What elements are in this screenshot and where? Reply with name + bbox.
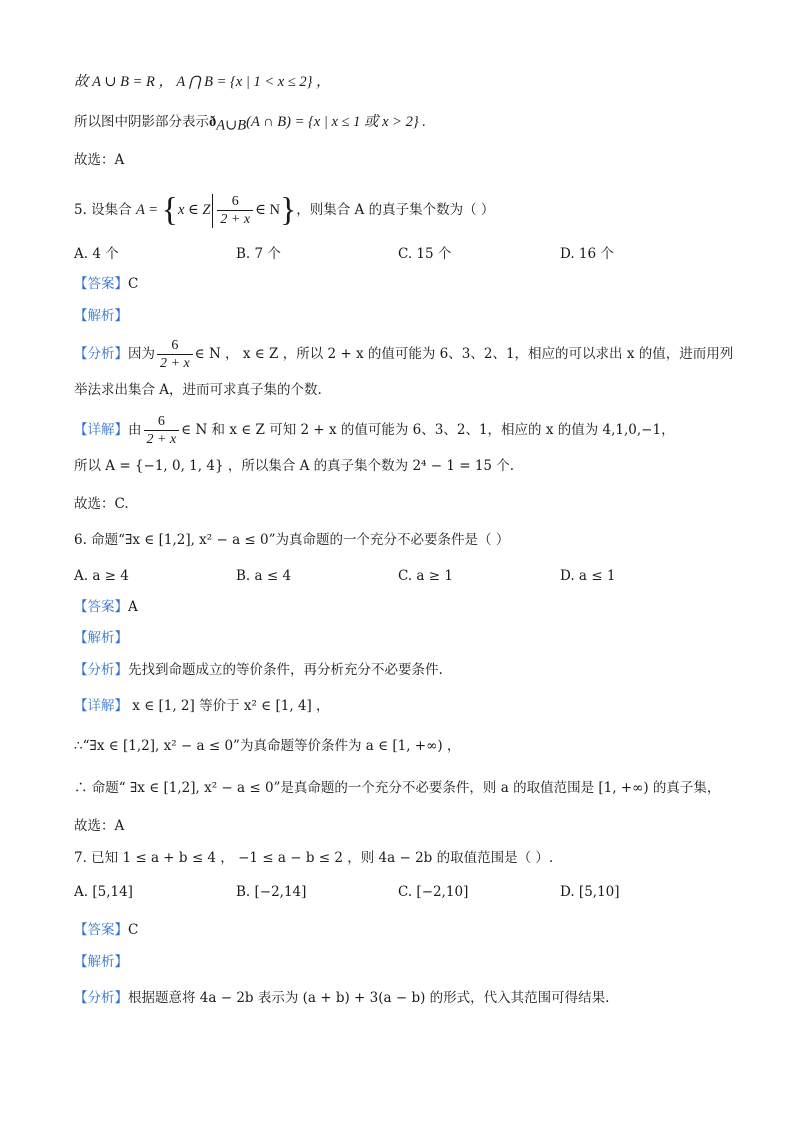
q6-xiangjie-c: ∴ 命题“ ∃x ∈ [1,2], x² − a ≤ 0”是真命题的一个充分不必要条件，则 a 的取值范围是 [1, +∞) 的真子集， <box>74 780 721 796</box>
q6-option-b: B. a ≤ 4 <box>236 568 292 584</box>
q6-xiangjie-b: ∴“∃x ∈ [1,2], x² − a ≤ 0”为真命题等价条件为 a ∈ [1, +∞) ， <box>74 738 461 754</box>
q5-final: 故选：C. <box>74 496 129 512</box>
q7-option-d: D. [5,10] <box>560 884 620 900</box>
q6-final: 故选：A <box>74 818 125 834</box>
q6-xiangjie: 【详解】 x ∈ [1, 2] 等价于 x² ∈ [1, 4] ， <box>74 698 330 714</box>
q7-answer: 【答案】C <box>74 922 139 938</box>
q6-option-a: A. a ≥ 4 <box>74 568 129 584</box>
q5-fraction: $\frac{6}{2 + x}$ <box>217 193 253 228</box>
q5-fenxi: 【分析】因为 $\frac{6}{2 + x}$ ∈ N ， x ∈ Z ，所以 2 + x 的值可能为 6、3、2、1，相应的可以求出 x 的值，进而用列 <box>74 338 734 371</box>
q5-option-a: A. 4 个 <box>74 246 119 262</box>
block4-line2: 所以图中阴影部分表示$ð_{A\cup B}(A$ ∩ B) = {x | x ≤ 1 或 x > 2} . <box>74 114 426 134</box>
q7-fenxi: 【分析】根据题意将 4a − 2b 表示为 (a + b) + 3(a − b) 的形式，代入其范围可得结果. <box>74 990 610 1006</box>
q5-xiangjie: 【详解】由 $\frac{6}{2 + x}$ ∈ N 和 x ∈ Z 可知 2 + x 的值可能为 6、3、2、1，相应的 x 的值为 4,1,0,−1， <box>74 414 675 447</box>
q5-xiangjie-cont: 所以 A = {−1, 0, 1, 4} ，所以集合 A 的真子集个数为 2⁴ − 1 = 15 个. <box>74 458 515 474</box>
block4-answer: 故选：A <box>74 152 125 168</box>
q5-answer: 【答案】C <box>74 276 139 292</box>
q6-stem: 6. 命题“∃x ∈ [1,2], x² − a ≤ 0”为真命题的一个充分不必要条件是（ ） <box>74 532 510 548</box>
q6-answer: 【答案】A <box>74 599 138 615</box>
q7-stem: 7. 已知 1 ≤ a + b ≤ 4 ， −1 ≤ a − b ≤ 2 ，则 4a − 2b 的取值范围是（ ）. <box>74 850 554 866</box>
q6-analysis-label: 【解析】 <box>74 630 128 646</box>
q7-option-b: B. [−2,14] <box>236 884 307 900</box>
block4-line1: 故 A ∪ B = R ， A ⋂ B = {x | 1 < x ≤ 2} ， <box>74 74 331 90</box>
q5-option-b: B. 7 个 <box>236 246 281 262</box>
q5-option-c: C. 15 个 <box>398 246 452 262</box>
q5-fenxi-cont: 举法求出集合 A，进而可求真子集的个数. <box>74 382 322 398</box>
q6-option-c: C. a ≥ 1 <box>398 568 453 584</box>
q5-analysis-label: 【解析】 <box>74 308 128 324</box>
q5-option-d: D. 16 个 <box>560 246 614 262</box>
q7-analysis-label: 【解析】 <box>74 954 128 970</box>
q6-option-d: D. a ≤ 1 <box>560 568 616 584</box>
q6-fenxi: 【分析】先找到命题成立的等价条件，再分析充分不必要条件. <box>74 662 443 678</box>
q7-option-c: C. [−2,10] <box>398 884 469 900</box>
q7-option-a: A. [5,14] <box>74 884 133 900</box>
q5-stem: 5. 设集合 A = {x ∈ Z $\frac{6}{2 + x}$ ∈ N}，则集合 A 的真子集个数为（ ） <box>74 191 495 229</box>
